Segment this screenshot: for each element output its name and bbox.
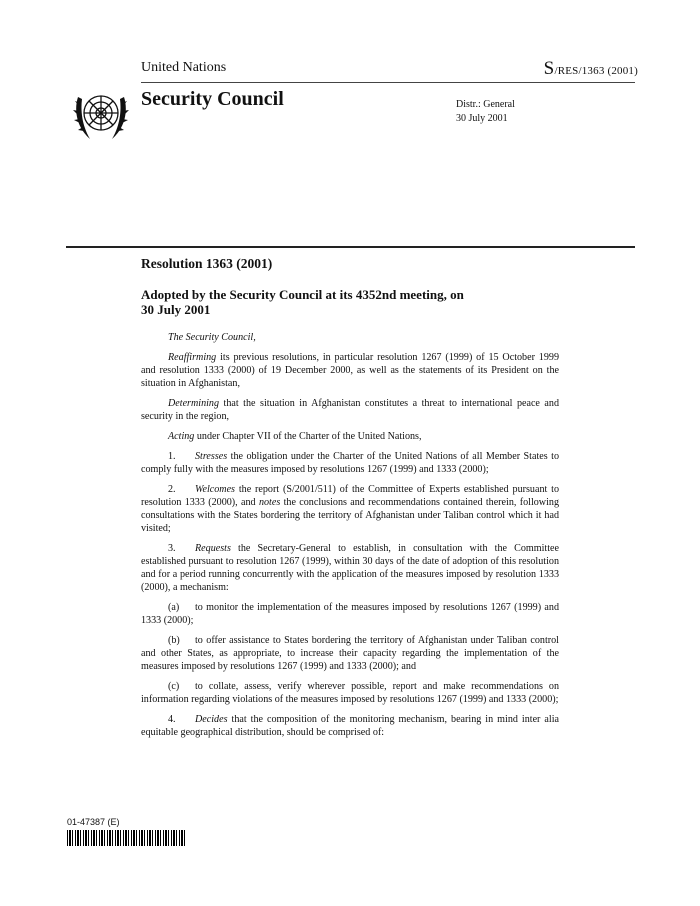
un-emblem-icon <box>72 89 130 145</box>
preamble-verb: Acting <box>168 431 195 442</box>
operative-verb: Requests <box>195 543 231 554</box>
operative-text-2: the conclusions and recommendations contained therein, following consultations with the States bordering the territory of Afghanistan under Taliban control which it had visited; <box>141 497 559 534</box>
preamble-verb: Determining <box>168 398 220 409</box>
operative-paragraph <box>141 450 559 476</box>
paragraph-number: 4. <box>168 714 176 725</box>
document-number: 01-47387 (E) <box>67 817 120 827</box>
adoption-line-1: Adopted by the Security Council at its 4352nd meeting, on <box>141 287 464 302</box>
operative-verb: Welcomes <box>195 484 235 495</box>
header-rule <box>141 82 635 83</box>
symbol-rest: /RES/1363 (2001) <box>554 65 638 77</box>
sub-paragraph-text: to collate, assess, verify wherever possible, report and make recommendations on information regarding violations of the measures imposed by resolutions 1267 (1999) and 1333 (2000); <box>141 681 559 705</box>
barcode-icon <box>67 830 185 846</box>
preamble-paragraph <box>141 397 559 423</box>
preamble-text: its previous resolutions, in particular resolution 1267 (1999) of 15 October 1999 and resolution 1333 (2000) of 19 December 2000, as well as the statements of its President on the situation in Afghanistan, <box>141 352 559 389</box>
distribution-info <box>456 98 515 126</box>
section-rule <box>66 246 635 248</box>
operative-text: the Secretary-General to establish, in consultation with the Committee established pursuant to resolution 1267 (1999), within 30 days of the date of adoption of this resolution and for a period running concurrently with the application of the measures imposed by resolution 1333 (2000), a mechanism: <box>141 543 559 593</box>
sub-paragraph-text: to offer assistance to States bordering the territory of Afghanistan under Taliban control and other States, as appropriate, to increase their capacity regarding the implementation of the measures imposed by resolutions 1267 (1999) and 1333 (2000); and <box>141 635 559 672</box>
preamble-verb: Reaffirming <box>168 352 217 363</box>
sub-paragraph-label: (c) <box>168 681 180 692</box>
adoption-statement <box>141 287 541 317</box>
paragraph-number: 3. <box>168 543 176 554</box>
distribution-text: Distr.: General <box>456 99 515 110</box>
paragraph-number: 2. <box>168 484 176 495</box>
adoption-line-2: 30 July 2001 <box>141 302 211 317</box>
preamble-opening-text: The Security Council, <box>168 332 256 343</box>
operative-paragraph <box>141 483 559 535</box>
operative-verb: Stresses <box>195 451 228 462</box>
council-name: Security Council <box>141 88 284 110</box>
preamble-paragraph <box>141 430 559 443</box>
issue-date: 30 July 2001 <box>456 113 508 124</box>
preamble-opening <box>141 331 559 344</box>
symbol-prefix: S <box>543 58 555 79</box>
organization-name: United Nations <box>141 60 227 75</box>
sub-paragraph <box>141 634 559 673</box>
operative-verb: Decides <box>195 714 228 725</box>
sub-paragraph-label: (a) <box>168 602 180 613</box>
sub-paragraph-label: (b) <box>168 635 180 646</box>
preamble-text: that the situation in Afghanistan constitutes a threat to international peace and security in the region, <box>141 398 559 422</box>
sub-paragraph-text: to monitor the implementation of the measures imposed by resolutions 1267 (1999) and 1333 (2000); <box>141 602 559 626</box>
operative-text: that the composition of the monitoring mechanism, bearing in mind inter alia equitable geographical distribution, should be comprised of: <box>141 714 559 738</box>
preamble-text: under Chapter VII of the Charter of the United Nations, <box>194 431 422 442</box>
operative-text: the report (S/2001/511) of the Committee of Experts established pursuant to resolution 1333 (2000), and <box>141 484 559 508</box>
operative-text: the obligation under the Charter of the United Nations of all Member States to comply fully with the measures imposed by resolutions 1267 (1999) and 1333 (2000); <box>141 451 559 475</box>
sub-paragraph <box>141 601 559 627</box>
operative-verb-2: notes <box>258 497 281 508</box>
operative-paragraph <box>141 713 559 739</box>
preamble-paragraph <box>141 351 559 390</box>
resolution-title: Resolution 1363 (2001) <box>141 256 273 271</box>
document-symbol <box>544 58 638 80</box>
resolution-body <box>141 331 559 746</box>
paragraph-number: 1. <box>168 451 176 462</box>
operative-paragraph <box>141 542 559 594</box>
sub-paragraph <box>141 680 559 706</box>
